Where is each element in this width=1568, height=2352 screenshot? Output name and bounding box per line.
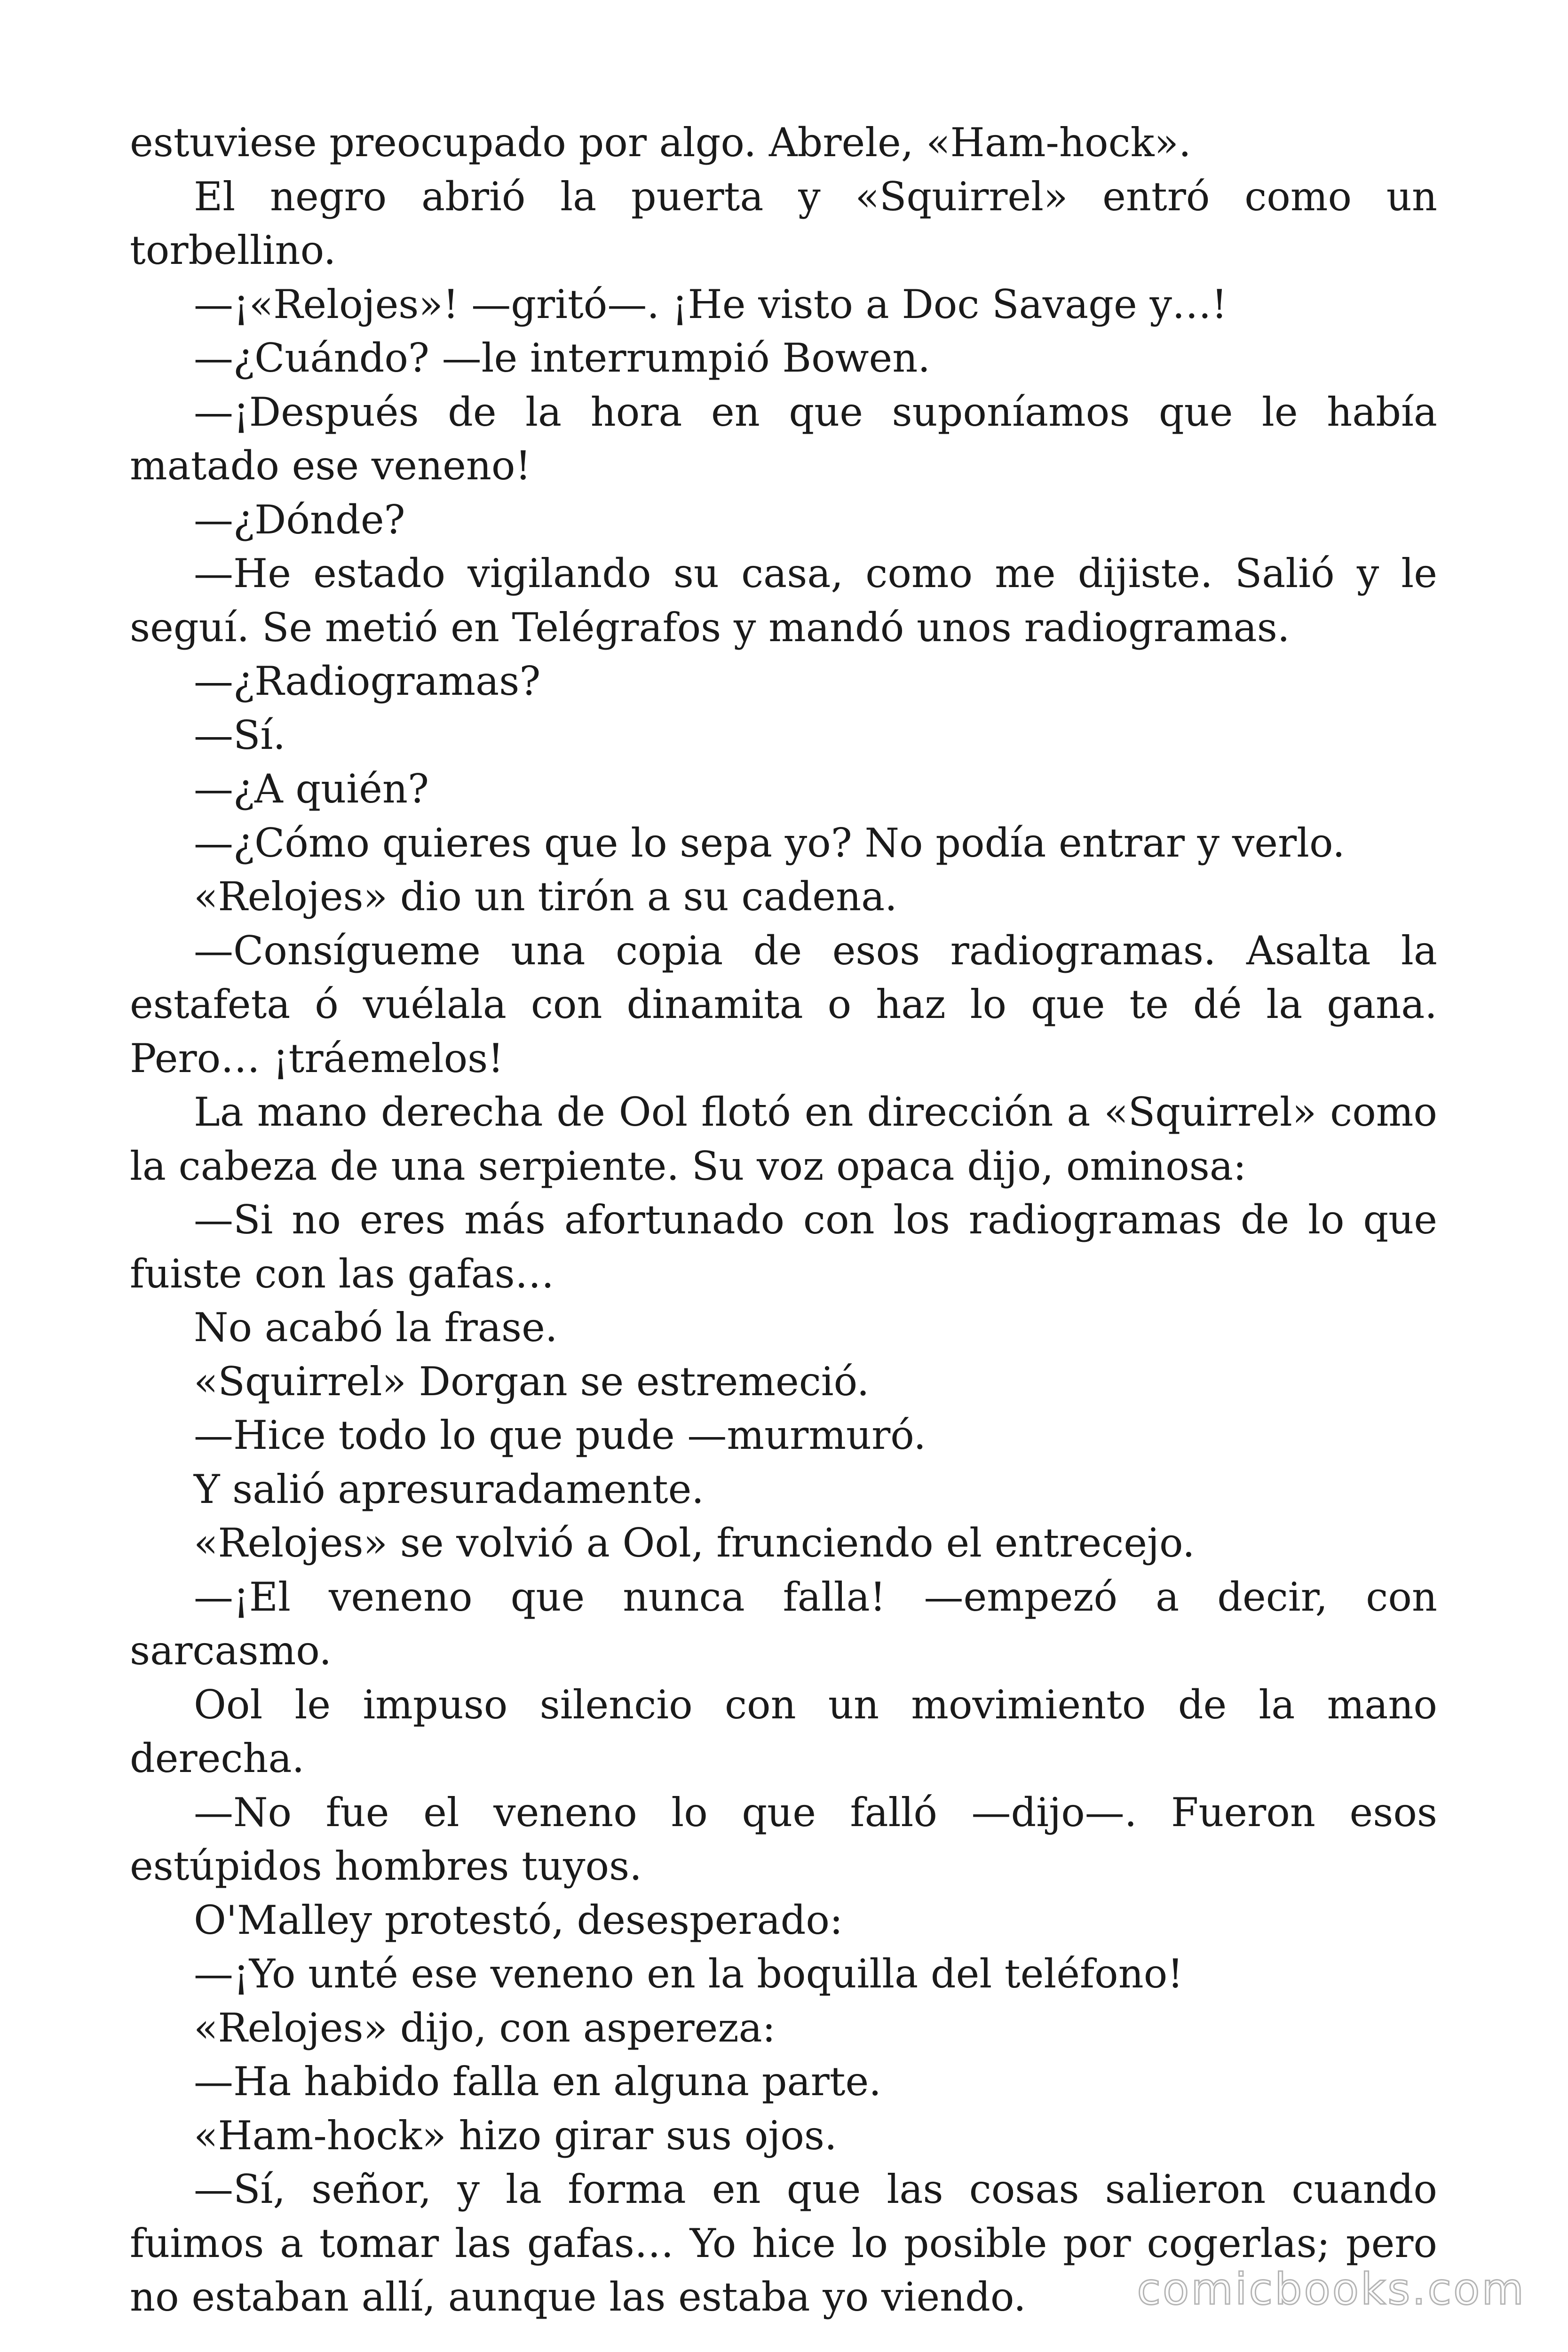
paragraph: —¡El veneno que nunca falla! —empezó a decir, con sarcasmo. [130, 1573, 1437, 1674]
paragraph: —Hice todo lo que pude —murmuró. [194, 1412, 927, 1458]
paragraph: —¡Después de la hora en que suponíamos que le había matado ese veneno! [130, 389, 1437, 489]
paragraph: No acabó la frase. [194, 1304, 558, 1351]
paragraph: O'Malley protestó, desesperado: [194, 1897, 843, 1943]
paragraph: —Sí. [194, 712, 286, 758]
paragraph: estuviese preocupado por algo. Abrele, «Ham-hock». [130, 119, 1191, 166]
paragraph: —¿A quién? [194, 766, 429, 812]
paragraph: —¿Radiogramas? [194, 658, 541, 704]
paragraph: —He estado vigilando su casa, como me dijiste. Salió y le seguí. Se metió en Telégrafos y mandó unos radiogramas. [130, 550, 1437, 651]
paragraph: —No fue el veneno lo que falló —dijo—. Fueron esos estúpidos hombres tuyos. [130, 1789, 1437, 1889]
paragraph: «Relojes» dijo, con aspereza: [194, 2004, 776, 2051]
paragraph: La mano derecha de Ool flotó en dirección a «Squirrel» como la cabeza de una serpiente. Su voz opaca dijo, ominosa: [130, 1089, 1437, 1189]
paragraph: —Consígueme una copia de esos radiogramas. Asalta la estafeta ó vuélala con dinamita o haz lo que te dé la gana. Pero… ¡tráemelos! [130, 927, 1437, 1081]
paragraph: «Relojes» se volvió a Ool, frunciendo el entrecejo. [194, 1520, 1195, 1566]
paragraph: Ool le impuso silencio con un movimiento de la mano derecha. [130, 1681, 1437, 1781]
paragraph: —¿Cómo quieres que lo sepa yo? No podía entrar y verlo. [194, 819, 1345, 866]
book-page-text [130, 116, 1437, 2324]
paragraph: «Ham-hock» hizo girar sus ojos. [194, 2112, 837, 2159]
paragraph: El negro abrió la puerta y «Squirrel» entró como un torbellino. [130, 173, 1437, 273]
paragraph: —Sí, señor, y la forma en que las cosas salieron cuando fuimos a tomar las gafas… Yo hice lo posible por cogerlas; pero no estaban allí, aunque las estaba yo viendo. [130, 2166, 1437, 2320]
paragraph: —¿Dónde? [194, 496, 405, 543]
paragraph: —¡Yo unté ese veneno en la boquilla del teléfono! [194, 1951, 1184, 1997]
paragraph: —Si no eres más afortunado con los radiogramas de lo que fuiste con las gafas… [130, 1197, 1437, 1297]
paragraph: «Squirrel» Dorgan se estremeció. [194, 1358, 870, 1405]
paragraph: —¿Cuándo? —le interrumpió Bowen. [194, 335, 931, 381]
paragraph: Y salió apresuradamente. [194, 1466, 704, 1512]
watermark-text: comicbooks.com [1137, 2264, 1526, 2314]
paragraph: —Ha habido falla en alguna parte. [194, 2058, 881, 2105]
paragraph: —¡«Relojes»! —gritó—. ¡He visto a Doc Savage y…! [194, 281, 1227, 327]
paragraph: «Relojes» dio un tirón a su cadena. [194, 874, 897, 920]
